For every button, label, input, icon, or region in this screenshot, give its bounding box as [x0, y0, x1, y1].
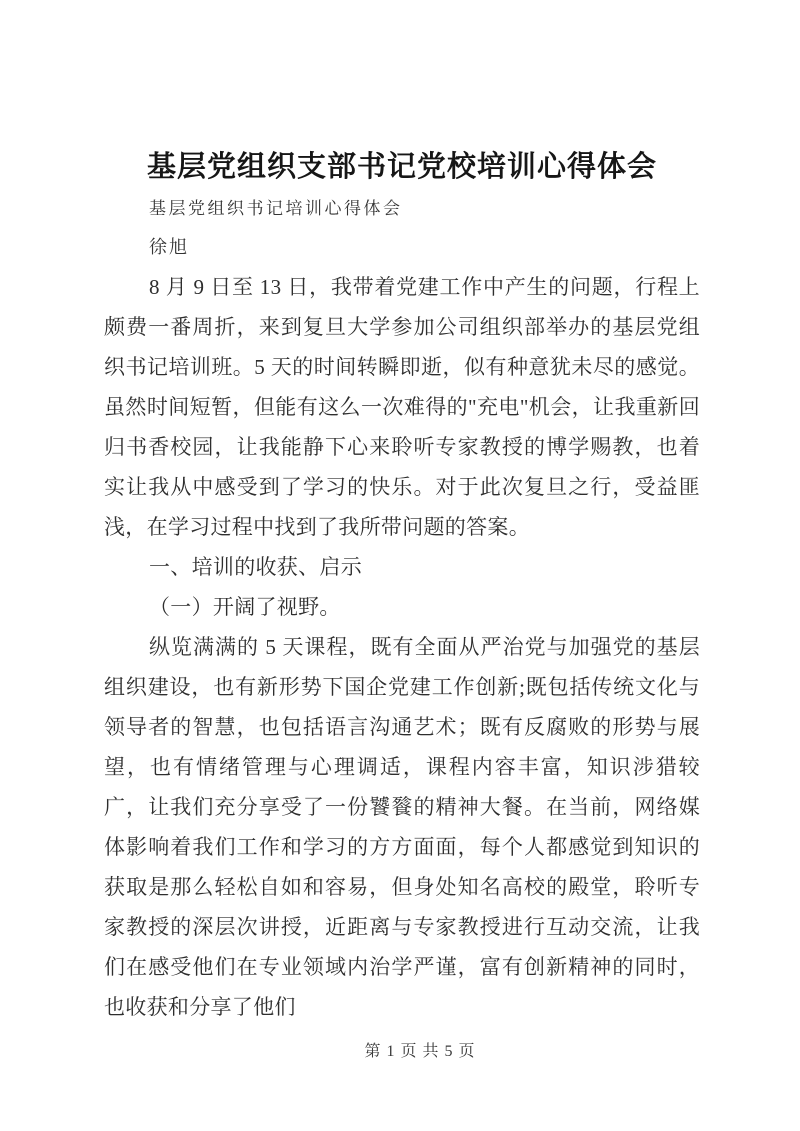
document-content: [104, 144, 700, 1027]
page-number: 第 1 页 共 5 页: [364, 1043, 476, 1060]
author-name: 徐旭: [149, 237, 189, 257]
section-heading: 一、培训的收获、启示: [149, 555, 362, 579]
paragraph-intro: 8 月 9 日至 13 日，我带着党建工作中产生的问题，行程上颇费一番周折，来到复旦大学参加公司组织部举办的基层党组织书记培训班。5 天的时间转瞬即逝，似有种意犹未尽的感觉。虽然时间短暂，但能有这么一次难得的"充电"机会，让我重新回归书香校园，让我能静下心来聆听专家教授的博学赐教，也着实让我从中感受到了学习的快乐。对于此次复旦之行，受益匪浅，在学习过程中找到了我所带问题的答案。: [104, 275, 700, 539]
document-subtitle: 基层党组织书记培训心得体会: [149, 199, 403, 218]
document-title: 基层党组织支部书记党校培训心得体会: [146, 151, 657, 183]
paragraph-body: 纵览满满的 5 天课程，既有全面从严治党与加强党的基层组织建设，也有新形势下国企党建工作创新;既包括传统文化与领导者的智慧，也包括语言沟通艺术；既有反腐败的形势与展望，也有情绪管理与心理调适，课程内容丰富，知识涉猎较广，让我们充分享受了一份饕餮的精神大餐。在当前，网络媒体影响着我们工作和学习的方方面面，每个人都感觉到知识的获取是那么轻松自如和容易，但身处知名高校的殿堂，聆听专家教授的深层次讲授，近距离与专家教授进行互动交流，让我们在感受他们在专业领域内治学严谨，富有创新精神的同时，也收获和分享了他们: [104, 635, 700, 1019]
subsection-heading: （一）开阔了视野。: [149, 595, 341, 619]
